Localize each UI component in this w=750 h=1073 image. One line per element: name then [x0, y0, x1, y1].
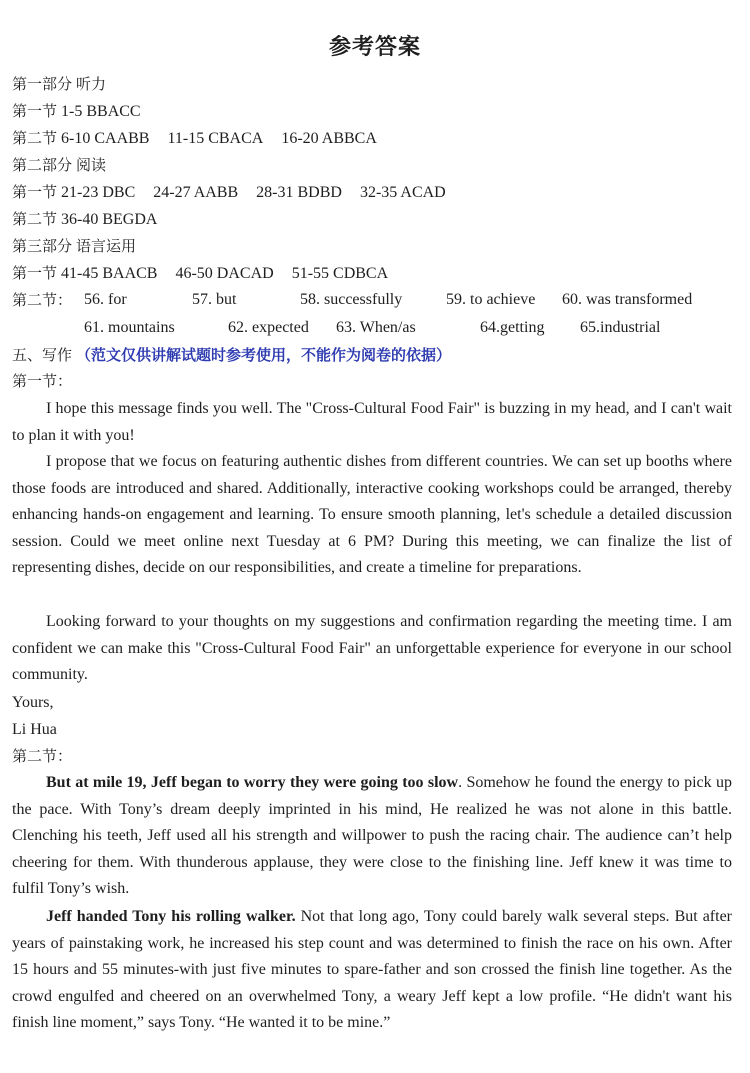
answer-item: 65.industrial: [580, 319, 661, 336]
answer-group: 46-50 DACAD: [175, 265, 274, 282]
letter-paragraph: I hope this message finds you well. The "Cross-Cultural Food Fair" is buzzing in my head, and I can't wait to plan it with you!: [12, 400, 732, 444]
answer-group: 41-45 BAACB: [61, 265, 158, 282]
answer-group: 36-40 BEGDA: [61, 211, 158, 228]
letter-paragraph: I propose that we focus on featuring authentic dishes from different countries. We can set up booths where those foods are introduced and shared. Additionally, interactive cooking workshops could be arranged, thereby enhancing hands-on engagement and learning. To ensure smooth planning, let's schedule a detailed discussion session. Could we meet online next Tuesday at 6 PM? During this meeting, we can finalize the list of representing dishes, decide on our responsibilities, and create a timeline for preparations.: [12, 453, 732, 577]
writing-heading: [12, 345, 451, 366]
section-label: 第一节: [12, 264, 58, 282]
part3-label: 第三部分: [12, 237, 73, 255]
story-opening-sentence: But at mile 19, Jeff began to worry they were going too slow: [46, 774, 459, 791]
answer-item: 62. expected: [228, 319, 309, 336]
section-label: 第二节: [12, 129, 58, 147]
answer-item: 61. mountains: [84, 319, 175, 336]
answer-item: 64.getting: [480, 319, 545, 336]
letter-signature: Li Hua: [12, 721, 57, 738]
answer-item: 57. but: [192, 291, 237, 308]
answer-item: 60. was transformed: [562, 291, 693, 308]
section-label: 第二节：: [12, 291, 73, 309]
answer-group: 24-27 AABB: [153, 184, 239, 201]
story-opening-sentence: Jeff handed Tony his rolling walker.: [46, 908, 296, 925]
part1-label: 第一部分: [12, 75, 73, 93]
answer-group: 32-35 ACAD: [359, 184, 446, 201]
answer-item: 56. for: [84, 291, 127, 308]
part3-name: 语言运用: [76, 237, 137, 255]
p3s1-row: [12, 263, 388, 284]
page-title: 参考答案: [328, 35, 421, 60]
writing-note: （范文仅供讲解试题时参考使用，不能作为阅卷的依据）: [76, 346, 452, 364]
p2s2-row: [12, 209, 157, 230]
section-label: 第二节: [12, 210, 58, 228]
section-label: 第一节：: [12, 372, 73, 390]
story-paragraph: [12, 770, 732, 903]
answer-group: 28-31 BDBD: [256, 184, 342, 201]
p1s2-row: [12, 128, 377, 149]
part2-heading: [12, 155, 106, 176]
letter-closing: Yours,: [12, 694, 54, 711]
answer-group: 51-55 CDBCA: [291, 265, 389, 282]
answer-group: 11-15 CBACA: [167, 130, 264, 147]
answer-group: 6-10 CAABB: [61, 130, 150, 147]
part1-name: 听力: [76, 75, 107, 93]
part1-heading: [12, 74, 106, 95]
section-label: 第一节: [12, 102, 58, 120]
answer-group: 1-5 BBACC: [61, 103, 141, 120]
story-paragraph: [12, 904, 732, 1037]
letter-paragraph: Looking forward to your thoughts on my suggestions and confirmation regarding the meeting time. I am confident we can make this "Cross-Cultural Food Fair" an unforgettable experience for everyone in our school community.: [12, 613, 732, 684]
w2-label-row: [12, 746, 72, 767]
story-text: Not that long ago, Tony could barely walk several steps. But after years of painstaking work, he increased his step count and was determined to finish the race on his own. After 15 hours and 55 minutes-with just five minutes to spare-father and son crossed the finish line together. As the crowd engulfed and cheered on an overwhelmed Tony, a weary Jeff kept a low profile. “He didn't want his finish line moment,” says Tony. “He wanted it to be mine.”: [12, 908, 733, 1032]
answer-item: 63. When/as: [336, 319, 416, 336]
answer-group: 16-20 ABBCA: [281, 130, 377, 147]
answer-item: 59. to achieve: [446, 291, 536, 308]
answer-item: 58. successfully: [300, 291, 403, 308]
w1-label-row: [12, 371, 72, 392]
section-label: 第一节: [12, 183, 58, 201]
part3-heading: [12, 236, 136, 257]
p3s2-label-row: [12, 290, 72, 311]
writing-label: 五、写作: [12, 346, 73, 364]
part2-label: 第二部分: [12, 156, 73, 174]
story-text: . Somehow he found the energy to pick up the pace. With Tony’s dream deeply imprinted in his mind, He realized he was not alone in this battle. Clenching his teeth, Jeff used all his strength and willpower to push the racing chair. The audience can’t help cheering for them. With thunderous applause, they were close to the finishing line. Jeff knew it was time to fulfil Tony’s wish.: [12, 774, 732, 898]
p2s1-row: [12, 182, 446, 203]
section-label: 第二节：: [12, 747, 73, 765]
part2-name: 阅读: [76, 156, 107, 174]
p1s1-row: [12, 101, 141, 122]
answer-group: 21-23 DBC: [61, 184, 136, 201]
